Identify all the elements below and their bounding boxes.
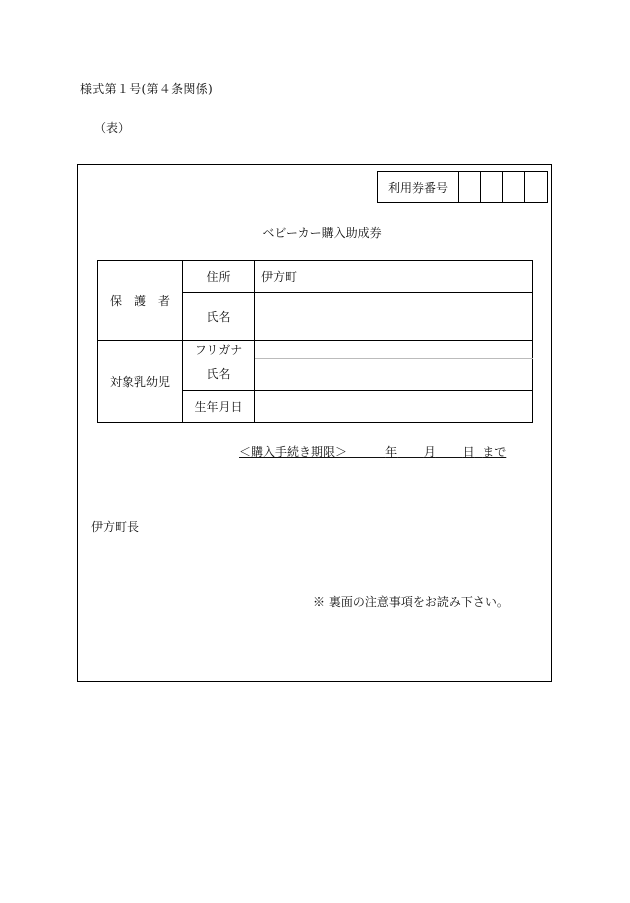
guardian-group-label: 保 護 者 (98, 261, 183, 341)
applicant-table (97, 260, 533, 423)
guardian-name-field[interactable] (255, 293, 533, 341)
furigana-label: フリガナ (183, 341, 255, 359)
side-label: （表） (94, 121, 131, 135)
infant-group-label: 対象乳幼児 (98, 341, 183, 423)
deadline-year: 年 (385, 445, 398, 459)
deadline-until: まで (482, 445, 507, 459)
address-field[interactable]: 伊方町 (255, 261, 533, 293)
deadline-day: 日 (462, 445, 475, 459)
reverse-side-note: ※ 裏面の注意事項をお読み下さい。 (313, 595, 509, 609)
dob-field[interactable] (255, 390, 533, 422)
voucher-title: ベビーカー購入助成券 (262, 226, 382, 240)
infant-name-field[interactable] (255, 358, 533, 390)
dob-label: 生年月日 (183, 390, 255, 422)
ticket-number-label: 利用券番号 (378, 172, 459, 202)
purchase-deadline (239, 443, 532, 460)
ticket-number-digit-2[interactable] (481, 172, 503, 202)
deadline-month: 月 (423, 445, 436, 459)
ticket-number-digit-1[interactable] (459, 172, 481, 202)
guardian-name-label: 氏名 (183, 293, 255, 341)
form-number: 様式第１号(第４条関係) (80, 82, 213, 96)
issuer-name: 伊方町長 (91, 520, 140, 534)
ticket-number-digit-3[interactable] (503, 172, 525, 202)
ticket-number-digit-4[interactable] (525, 172, 547, 202)
infant-name-label: 氏名 (183, 358, 255, 390)
furigana-field[interactable] (255, 341, 533, 359)
ticket-number-box (377, 171, 548, 203)
deadline-label: ＜購入手続き期限＞ (239, 445, 348, 459)
address-label: 住所 (183, 261, 255, 293)
